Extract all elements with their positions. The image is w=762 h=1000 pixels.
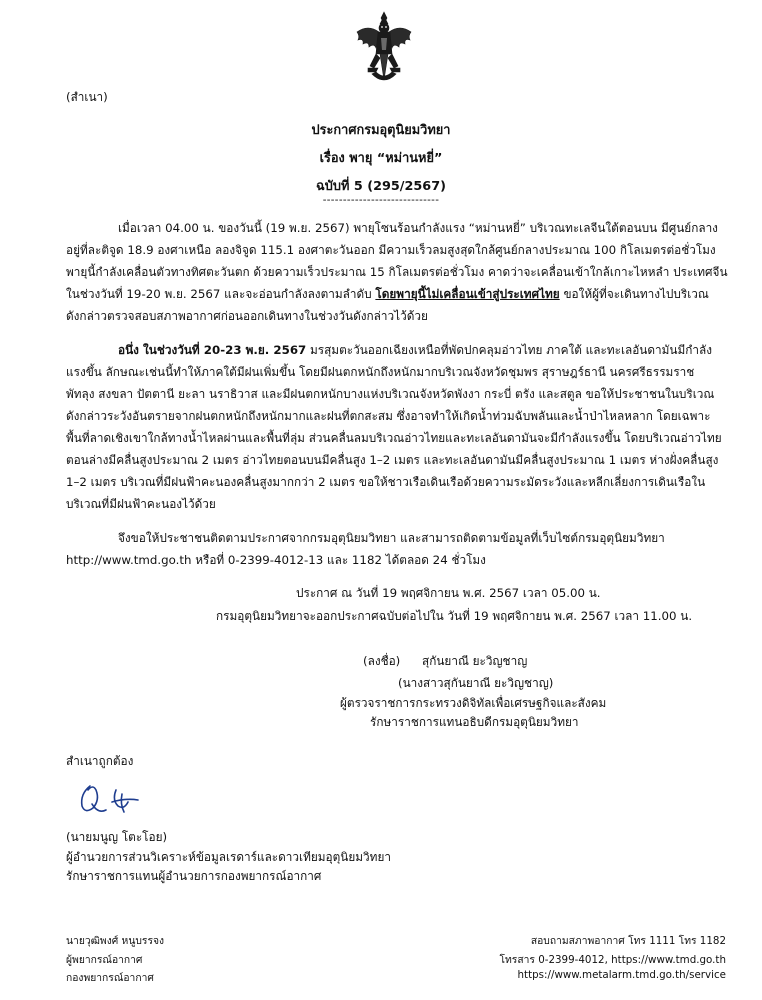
signatory-position-2: รักษาราชการแทนอธิบดีกรมอุตุนิยมวิทยา [370,715,579,729]
para2-line-3: พัทลุง สงขลา ปัตตานี ยะลา นราธิวาส และมีฝนตกหนักบางแห่งบริเวณจังหวัดพังงา กระบี่ ตรัง และสตูล ขอให้ประชาชนในบริเวณ [66,387,715,401]
para3-line-1: จึงขอให้ประชาชนติดตามประกาศจากกรมอุตุนิยมวิทยา และสามารถติดตามข้อมูลที่เว็บไซต์กรมอุตุนิยมวิทยา [118,531,665,545]
para2-line-6: ตอนล่างมีคลื่นสูงประมาณ 2 เมตร อ่าวไทยตอนบนมีคลื่นสูง 1–2 เมตร และทะเลอันดามันมีคลื่นสูงประมาณ 1 เมตร ห่างฝั่งคลื่นสูง [66,453,719,467]
issue-number: ฉบับที่ 5 (295/2567) [316,179,446,194]
certified-position-1: ผู้อำนวยการส่วนวิเคราะห์ข้อมูลเรดาร์และดาวเทียมอุตุนิยมวิทยา [66,850,391,864]
para1-line-5: ดังกล่าวตรวจสอบสภาพอากาศก่อนออกเดินทางในช่วงวันดังกล่าวไว้ด้วย [66,309,428,323]
para2-line-1 [118,341,712,360]
signed-name: สุกันยาณี ยะวิญชาญ [422,654,528,668]
header-divider: ----------------------------- [322,194,440,206]
para2-line-5: พื้นที่ลาดเชิงเขาใกล้ทางน้ำไหลผ่านและพื้นที่ลุ่ม ส่วนคลื่นลมบริเวณอ่าวไทยและทะเลอันดามันจะมีกำลังแรงขึ้น โดยบริเวณอ่าวไทย [66,431,722,445]
document-title: ประกาศกรมอุตุนิยมวิทยา [311,123,451,138]
forecaster-name: นายวุฒิพงศ์ หนูบรรจง [66,935,165,947]
para2-line-2: แรงขึ้น ลักษณะเช่นนี้ทำให้ภาคใต้มีฝนเพิ่มขึ้น โดยมีฝนตกหนักถึงหนักมากบริเวณจังหวัดชุมพร สุราษฎร์ธานี นครศรีธรรมราช [66,365,695,379]
forecaster-division: กองพยากรณ์อากาศ [66,972,154,984]
contact-service-link[interactable]: https://www.metalarm.tmd.go.th/service [517,969,726,981]
announce-date: ประกาศ ณ วันที่ 19 พฤศจิกายน พ.ศ. 2567 เวลา 05.00 น. [296,586,601,600]
para3-line-2: http://www.tmd.go.th หรือที่ 0-2399-4012-13 และ 1182 ได้ตลอด 24 ชั่วโมง [66,553,486,567]
para1-emphasis: โดยพายุนี้ไม่เคลื่อนเข้าสู่ประเทศไทย [375,287,560,301]
contact-fax-website: โทรสาร 0-2399-4012, https://www.tmd.go.th [499,954,726,966]
forecaster-title: ผู้พยากรณ์อากาศ [66,954,143,966]
para2-line-4: ดังกล่าวระวังอันตรายจากฝนตกหนักถึงหนักมากและฝนที่ตกสะสม ซึ่งอาจทำให้เกิดน้ำท่วมฉับพลันและน้ำป่าไหลหลาก โดยเฉพาะ [66,409,711,423]
para2-line-1-end: มรสุมตะวันออกเฉียงเหนือที่พัดปกคลุมอ่าวไทย ภาคใต้ และทะเลอันดามันมีกำลัง [306,343,713,357]
garuda-emblem-icon [354,10,414,86]
para2-emphasis: อนึ่ง ในช่วงวันที่ 20-23 พ.ย. 2567 [118,343,307,357]
certified-name: (นายมนูญ โตะโอย) [66,830,168,844]
signatory-full-name: (นางสาวสุกันยาณี ยะวิญชาญ) [398,676,554,690]
signatory-position-1: ผู้ตรวจราชการกระทรวงดิจิทัลเพื่อเศรษฐกิจและสังคม [340,696,607,710]
signed-label: (ลงชื่อ) [363,654,401,668]
certified-position-2: รักษาราชการแทนผู้อำนวยการกองพยากรณ์อากาศ [66,869,322,883]
para1-line-4-start: ในช่วงวันที่ 19-20 พ.ย. 2567 และจะอ่อนกำลังลงตามลำดับ [66,287,376,301]
para1-line-4 [66,285,709,304]
para1-line-1: เมื่อเวลา 04.00 น. ของวันนี้ (19 พ.ย. 2567) พายุโซนร้อนกำลังแรง “หม่านหยี่” บริเวณทะเลจีนใต้ตอนบน มีศูนย์กลาง [118,221,718,235]
para1-line-3: พายุนี้กำลังเคลื่อนตัวทางทิศตะวันตก ด้วยความเร็วประมาณ 15 กิโลเมตรต่อชั่วโมง คาดว่าจะเคลื่อนเข้าใกล้เกาะไหหลำ ประเทศจีน [66,265,728,279]
para2-line-7: 1–2 เมตร บริเวณที่มีฝนฟ้าคะนองคลื่นสูงมากกว่า 2 เมตร ขอให้ชาวเรือเดินเรือด้วยความระมัดระวังและหลีกเลี่ยงการเดินเรือใน [66,475,706,489]
handwritten-signature-icon [76,780,148,820]
next-announcement: กรมอุตุนิยมวิทยาจะออกประกาศฉบับต่อไปใน วันที่ 19 พฤศจิกายน พ.ศ. 2567 เวลา 11.00 น. [216,609,693,623]
para2-line-8: บริเวณที่มีฝนฟ้าคะนองไว้ด้วย [66,497,216,511]
document-subject: เรื่อง พายุ “หม่านหยี่” [319,151,443,166]
para1-line-2: อยู่ที่ละติจูด 18.9 องศาเหนือ ลองจิจูด 115.1 องศาตะวันออก มีความเร็วลมสูงสุดใกล้ศูนย์กลางประมาณ 100 กิโลเมตรต่อชั่วโมง [66,243,716,257]
contact-phone: สอบถามสภาพอากาศ โทร 1111 โทร 1182 [530,935,726,947]
para1-line-4-end: ขอให้ผู้ที่จะเดินทางไปบริเวณ [559,287,709,301]
certified-label: สำเนาถูกต้อง [66,754,134,768]
copy-label: (สำเนา) [66,90,108,104]
